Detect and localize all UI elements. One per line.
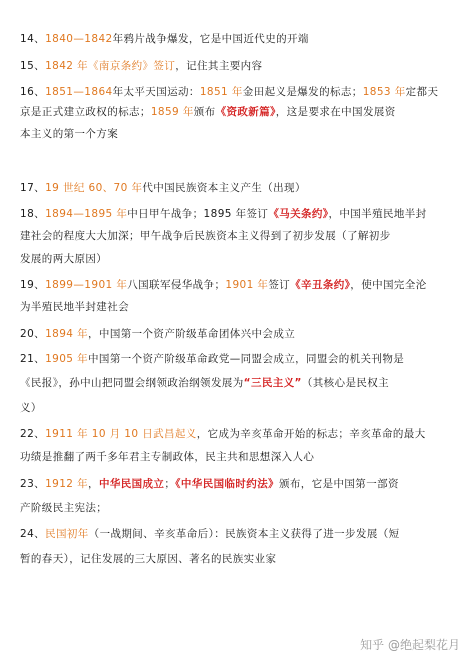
text-segment: 本主义的第一个方案 [20, 128, 119, 140]
text-segment: 21、 [20, 353, 46, 365]
text-segment: 23、 [20, 478, 46, 490]
text-segment: 18、 [20, 208, 46, 220]
text-segment: （一战期间、辛亥革命后）：民族资本主义获得了进一步发展（短 [88, 528, 400, 540]
item-21-line-3 [20, 402, 456, 415]
text-segment: 签订 [268, 279, 291, 291]
text-segment: 建社会的程度大大加深；甲午战争后民族资本主义得到了初步发展（了解初步 [20, 230, 391, 242]
text-segment: 14、 [20, 33, 46, 45]
item-16-line-2 [20, 106, 456, 119]
text-segment: 产阶级民主宪法； [20, 502, 108, 514]
text-segment: 1901 年 [225, 279, 269, 291]
item-21-line-2 [20, 377, 456, 390]
text-segment: 民国初年 [45, 528, 89, 540]
text-segment: 19、 [20, 279, 46, 291]
item-20-line-1 [20, 328, 456, 341]
item-23-line-1 [20, 478, 456, 491]
text-segment: 八国联军侵华战争； [127, 279, 226, 291]
text-segment: 年鸦片战争爆发，它是中国近代史的开端 [112, 33, 309, 45]
text-segment: 发展的两大原因） [20, 253, 108, 265]
text-segment: 1853 年 [362, 86, 406, 98]
watermark-text: 知乎 @绝起梨花月 [360, 638, 460, 652]
text-segment: 1911 年 10 月 10 日武昌起义 [45, 428, 197, 440]
text-segment: ， [88, 478, 99, 490]
text-segment: ，这是要求在中国发展资 [275, 106, 396, 118]
text-segment: 22、 [20, 428, 46, 440]
item-23-line-2 [20, 502, 456, 515]
text-segment: 1840—1842 [45, 33, 113, 45]
text-segment: （其核心是民权主 [301, 377, 390, 389]
text-segment: 《资政新篇》 [215, 106, 276, 118]
text-segment: 1905 年 [45, 353, 89, 365]
text-segment: ，中国第一个资产阶级革命团体兴中会成立 [88, 328, 296, 340]
item-19-line-2 [20, 301, 456, 314]
text-segment: 《民报》，孙中山把同盟会纲领政治纲领发展为 [20, 377, 244, 389]
item-16-line-1 [20, 86, 456, 99]
item-17-line-1 [20, 182, 456, 195]
text-segment: 颁布，它是中国第一部资 [279, 478, 399, 490]
text-segment: 代中国民族资本主义产生（出现） [142, 182, 306, 194]
text-segment: 1899—1901 年 [45, 279, 128, 291]
item-24-line-2 [20, 553, 456, 566]
text-segment: 1894 年 [45, 328, 89, 340]
text-segment: 1842 年《南京条约》签订 [45, 60, 176, 72]
item-22-line-2 [20, 451, 456, 464]
text-segment: 17、 [20, 182, 46, 194]
item-14-line-1 [20, 33, 456, 46]
text-segment: 年太平天国运动： [112, 86, 200, 98]
text-segment: 1851—1864 [45, 86, 113, 98]
item-18-line-2 [20, 230, 456, 243]
text-segment: 16、 [20, 86, 46, 98]
text-segment: 颁布 [193, 106, 216, 118]
text-segment: 《辛丑条约》 [290, 279, 351, 291]
text-segment: 20、 [20, 328, 46, 340]
text-segment: 24、 [20, 528, 46, 540]
text-segment: 中国第一个资产阶级革命政党—同盟会成立，同盟会的机关刊物是 [88, 353, 405, 365]
text-segment: ； [164, 478, 176, 490]
item-18-line-1 [20, 208, 456, 221]
text-segment: 金田起义是爆发的标志； [242, 86, 363, 98]
text-segment: “三民主义” [243, 377, 302, 389]
text-segment: 为半殖民地半封建社会 [20, 301, 129, 313]
text-segment: ，中国半殖民地半封 [328, 208, 427, 220]
text-segment: 中日甲午战争；1895 年签订 [127, 208, 269, 220]
text-segment: ，记住其主要内容 [175, 60, 263, 72]
text-segment: 1894—1895 年 [45, 208, 128, 220]
text-segment: 《马关条约》 [268, 208, 329, 220]
text-segment: 15、 [20, 60, 46, 72]
text-segment: 19 世纪 60、70 年 [45, 182, 143, 194]
item-22-line-1 [20, 428, 456, 441]
item-16-line-3 [20, 128, 456, 141]
item-24-line-1 [20, 528, 456, 541]
text-segment: 1851 年 [199, 86, 243, 98]
item-19-line-1 [20, 279, 456, 292]
text-segment: 定都天 [405, 86, 439, 98]
item-21-line-1 [20, 353, 456, 366]
text-segment: 功绩是推翻了两千多年君主专制政体，民主共和思想深入人心 [20, 451, 315, 463]
text-segment: 京是正式建立政权的标志； [20, 106, 151, 118]
text-segment: ，它成为辛亥革命开始的标志；辛亥革命的最大 [196, 428, 426, 440]
item-15-line-1 [20, 60, 456, 73]
text-segment: 《中华民国临时约法》 [175, 478, 279, 490]
text-segment: 暂的春天），记住发展的三大原因、著名的民族实业家 [20, 553, 277, 565]
text-segment: 义） [20, 402, 42, 414]
text-segment: 1859 年 [150, 106, 194, 118]
text-segment: 中华民国成立 [98, 478, 165, 490]
text-segment: ，使中国完全沦 [350, 279, 427, 291]
text-segment: 1912 年 [45, 478, 89, 490]
item-18-line-3 [20, 253, 456, 266]
